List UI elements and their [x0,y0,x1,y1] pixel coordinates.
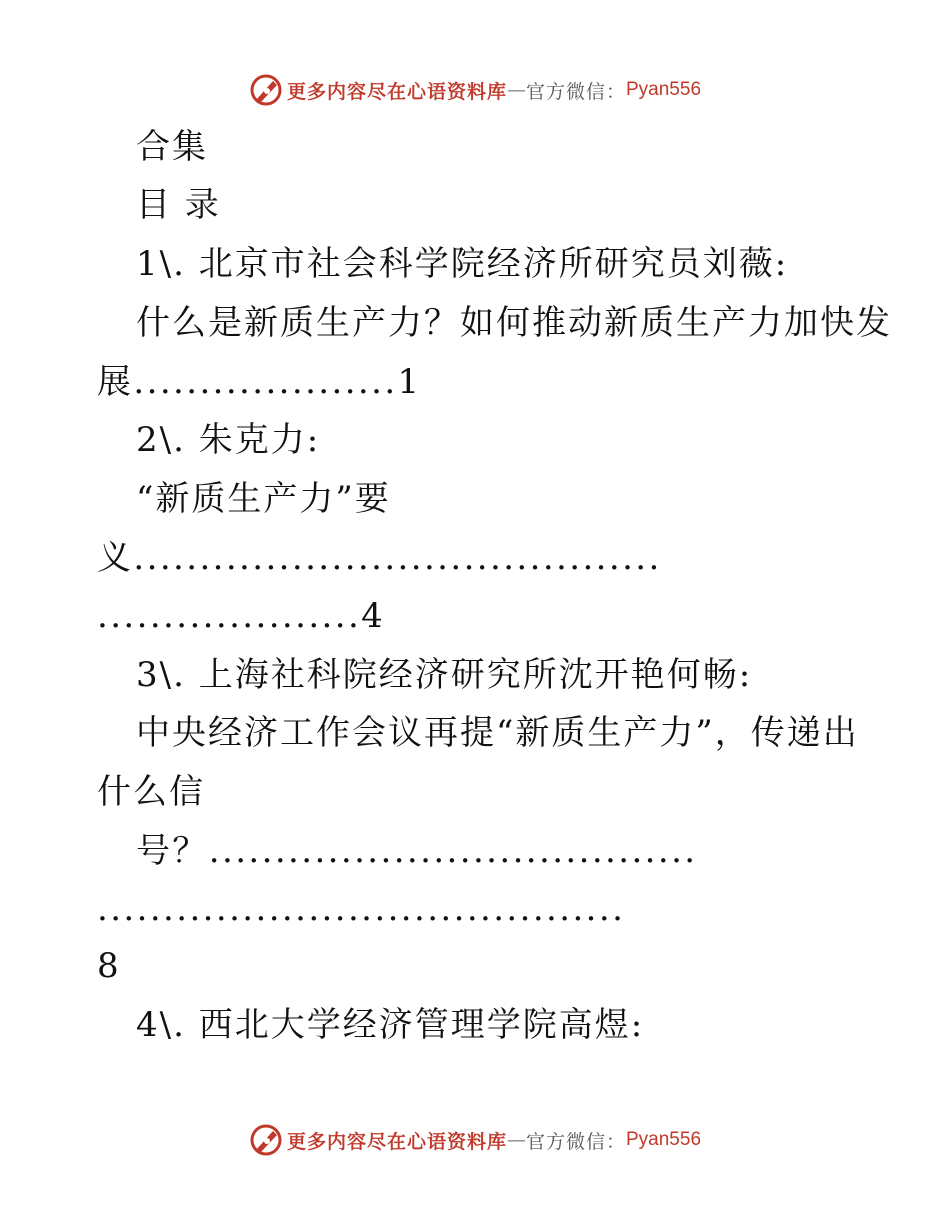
banner-wechat-label: 官方微信： [525,80,626,103]
toc-entry-3-leader-cont: ........................................ [97,889,626,929]
toc-entry-3-author: 3\. 上海社科院经济研究所沈开艳何畅: [136,655,753,695]
banner-dash: — [506,1129,526,1151]
toc-entry-2-title: “新质生产力”要 [136,479,391,519]
toc-entry-1-author: 1\. 北京市社会科学院经济所研究员刘薇: [136,244,789,284]
toc-entry-3-title: 中央经济工作会议再提“新质生产力”，传递出 [136,713,859,753]
banner-text: 更多内容尽在心语资料库 [286,1130,507,1153]
doc-title: 合集 [136,127,208,167]
toc-entry-3-title-cont: 什么信 [97,772,205,812]
footer-banner [0,1118,950,1162]
banner-wechat-label: 官方微信： [525,1130,626,1153]
header-banner [0,68,950,112]
banner-dash: — [506,79,526,101]
banner-wechat-id: Pyan556 [626,1129,702,1150]
toc-entry-2-author: 2\. 朱克力: [136,420,321,460]
toc-entry-2-page: ....................4 [97,596,386,636]
toc-entry-2-leader: 义........................................ [97,538,662,578]
toc-heading: 目 录 [136,185,221,225]
pen-logo-icon [249,1123,283,1157]
toc-entry-4-author: 4\. 西北大学经济管理学院高煜: [136,1005,645,1045]
pen-logo-icon [249,73,283,107]
banner-wechat-id: Pyan556 [626,79,702,100]
toc-entry-3-page: 8 [97,946,121,986]
toc-entry-1-page: 展....................1 [97,362,422,402]
toc-entry-3-leader: 号？..................................... [136,831,698,871]
toc-entry-1-title: 什么是新质生产力？如何推动新质生产力加快发 [136,303,892,343]
banner-text: 更多内容尽在心语资料库 [286,80,507,103]
